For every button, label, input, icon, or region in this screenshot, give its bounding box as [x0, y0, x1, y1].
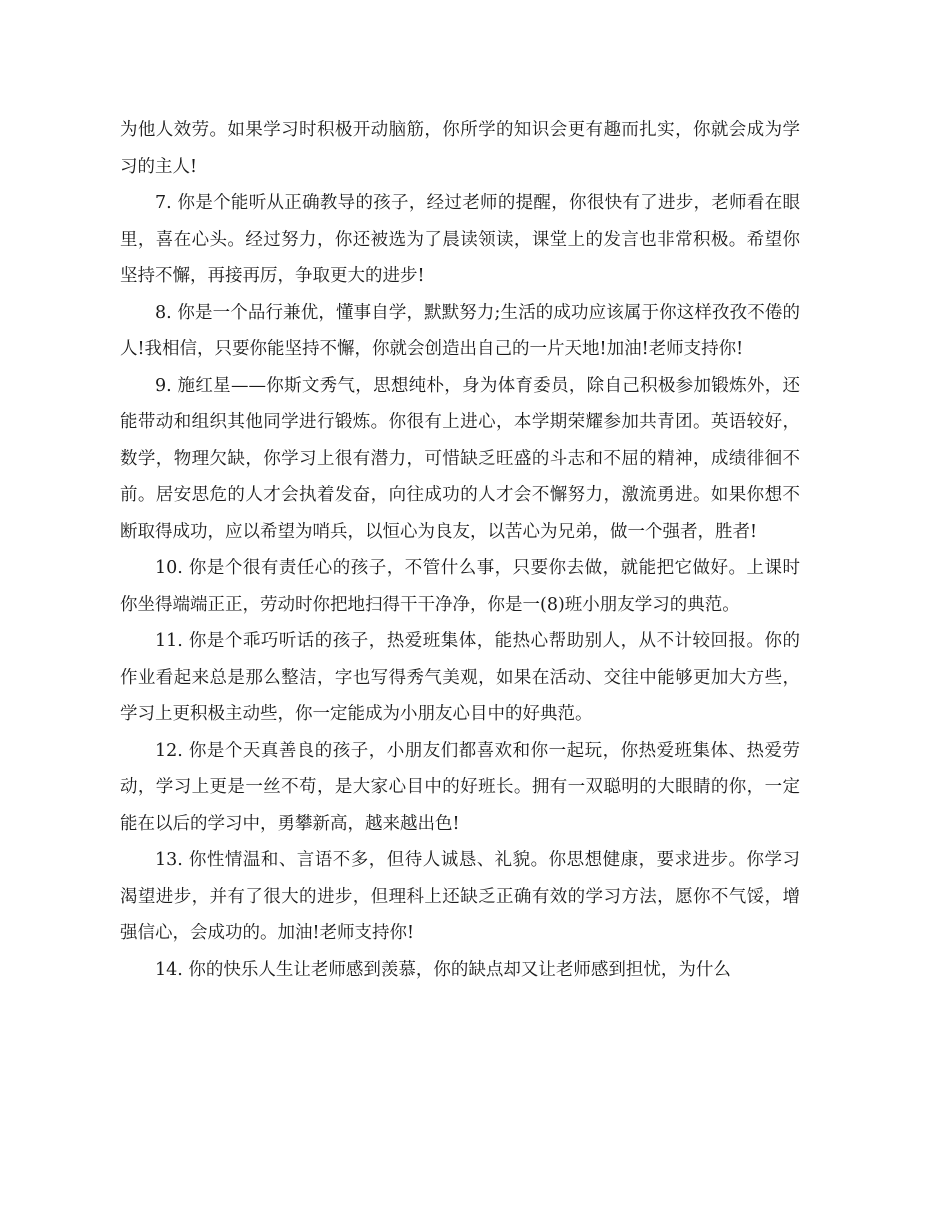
paragraph-comment-10: 10. 你是个很有责任心的孩子，不管什么事，只要你去做，就能把它做好。上课时你坐得端端正正，劳动时你把地扫得干干净净，你是一(8)班小朋友学习的典范。 — [120, 558, 800, 615]
paragraph-comment-11: 11. 你是个乖巧听话的孩子，热爱班集体，能热心帮助别人，从不计较回报。你的作业看起来总是那么整洁，字也写得秀气美观，如果在活动、交往中能够更加大方些，学习上更积极主动些，你一定能成为小朋友心目中的好典范。 — [120, 631, 800, 724]
document-body — [120, 112, 800, 988]
paragraph-comment-7: 7. 你是个能听从正确教导的孩子，经过老师的提醒，你很快有了进步，老师看在眼里，喜在心头。经过努力，你还被选为了晨读领读，课堂上的发言也非常积极。希望你坚持不懈，再接再厉，争取更大的进步! — [120, 193, 800, 286]
paragraph-comment-14: 14. 你的快乐人生让老师感到羡慕，你的缺点却又让老师感到担忧，为什么 — [155, 959, 731, 980]
paragraph-comment-13: 13. 你性情温和、言语不多，但待人诚恳、礼貌。你思想健康，要求进步。你学习渴望进步，并有了很大的进步，但理科上还缺乏正确有效的学习方法，愿你不气馁，增强信心，会成功的。加油!老师支持你! — [120, 850, 800, 943]
paragraph-comment-12: 12. 你是个天真善良的孩子，小朋友们都喜欢和你一起玩，你热爱班集体、热爱劳动，学习上更是一丝不苟，是大家心目中的好班长。拥有一双聪明的大眼睛的你，一定能在以后的学习中，勇攀新高，越来越出色! — [120, 740, 800, 834]
paragraph-continuation: 为他人效劳。如果学习时积极开动脑筋，你所学的知识会更有趣而扎实，你就会成为学习的主人! — [120, 120, 800, 177]
paragraph-comment-9: 9. 施红星——你斯文秀气，思想纯朴，身为体育委员，除自己积极参加锻炼外，还能带动和组织其他同学进行锻炼。你很有上进心，本学期荣耀参加共青团。英语较好，数学，物理欠缺，你学习上很有潜力，可惜缺乏旺盛的斗志和不屈的精神，成绩徘徊不前。居安思危的人才会执着发奋，向往成功的人才会不懈努力，激流勇进。如果你想不断取得成功，应以希望为哨兵，以恒心为良友，以苦心为兄弟，做一个强者，胜者! — [120, 375, 800, 542]
paragraph-comment-8: 8. 你是一个品行兼优，懂事自学，默默努力;生活的成功应该属于你这样孜孜不倦的人!我相信，只要你能坚持不懈，你就会创造出自己的一片天地!加油!老师支持你! — [120, 302, 800, 359]
